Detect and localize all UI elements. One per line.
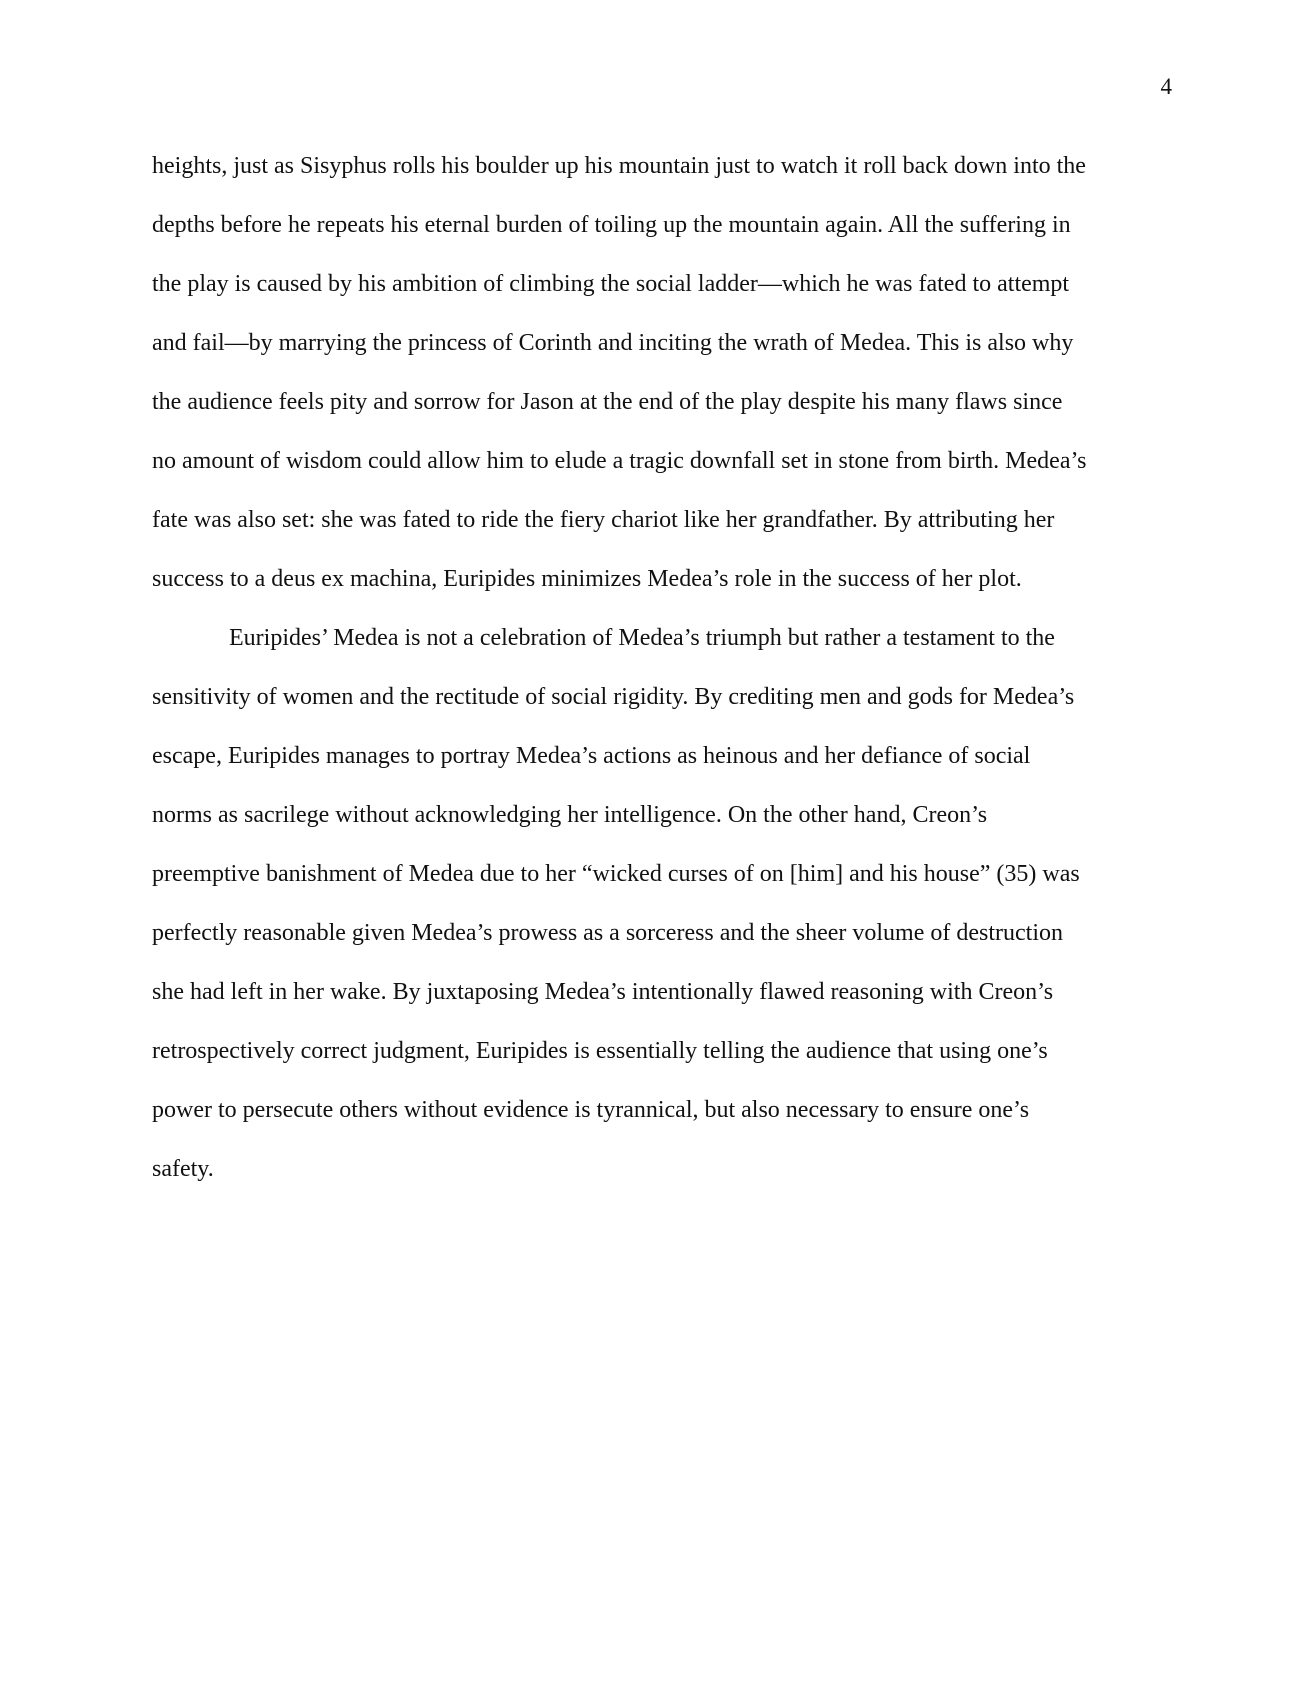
text-line: no amount of wisdom could allow him to elude a tragic downfall set in stone from birth. Medea’s bbox=[152, 448, 1087, 474]
text-line: sensitivity of women and the rectitude of social rigidity. By crediting men and gods for Medea’s bbox=[152, 684, 1075, 710]
text-line: escape, Euripides manages to portray Medea’s actions as heinous and her defiance of social bbox=[152, 743, 1031, 769]
text-line: retrospectively correct judgment, Euripides is essentially telling the audience that using one’s bbox=[152, 1038, 1048, 1064]
text-line: fate was also set: she was fated to ride the fiery chariot like her grandfather. By attributing her bbox=[152, 507, 1055, 533]
text-line: success to a deus ex machina, Euripides minimizes Medea’s role in the success of her plot. bbox=[152, 566, 1022, 592]
text-line: the audience feels pity and sorrow for Jason at the end of the play despite his many flaws since bbox=[152, 389, 1063, 415]
text-line: perfectly reasonable given Medea’s prowess as a sorceress and the sheer volume of destruction bbox=[152, 920, 1064, 946]
text-line: power to persecute others without evidence is tyrannical, but also necessary to ensure one’s bbox=[152, 1097, 1030, 1123]
text-line: preemptive banishment of Medea due to her “wicked curses of on [him] and his house” (35) was bbox=[152, 861, 1080, 887]
text-line: depths before he repeats his eternal burden of toiling up the mountain again. All the suffering in bbox=[152, 212, 1071, 238]
text-line: safety. bbox=[152, 1156, 214, 1182]
text-line: Euripides’ Medea is not a celebration of Medea’s triumph but rather a testament to the bbox=[229, 625, 1055, 651]
page-number: 4 bbox=[1160, 74, 1172, 99]
text-line: the play is caused by his ambition of climbing the social ladder—which he was fated to attempt bbox=[152, 271, 1070, 297]
text-line: and fail—by marrying the princess of Corinth and inciting the wrath of Medea. This is also why bbox=[152, 330, 1074, 356]
text-line: heights, just as Sisyphus rolls his boulder up his mountain just to watch it roll back down into the bbox=[152, 153, 1086, 179]
text-line: norms as sacrilege without acknowledging her intelligence. On the other hand, Creon’s bbox=[152, 802, 988, 828]
text-line: she had left in her wake. By juxtaposing Medea’s intentionally flawed reasoning with Creon’s bbox=[152, 979, 1054, 1005]
